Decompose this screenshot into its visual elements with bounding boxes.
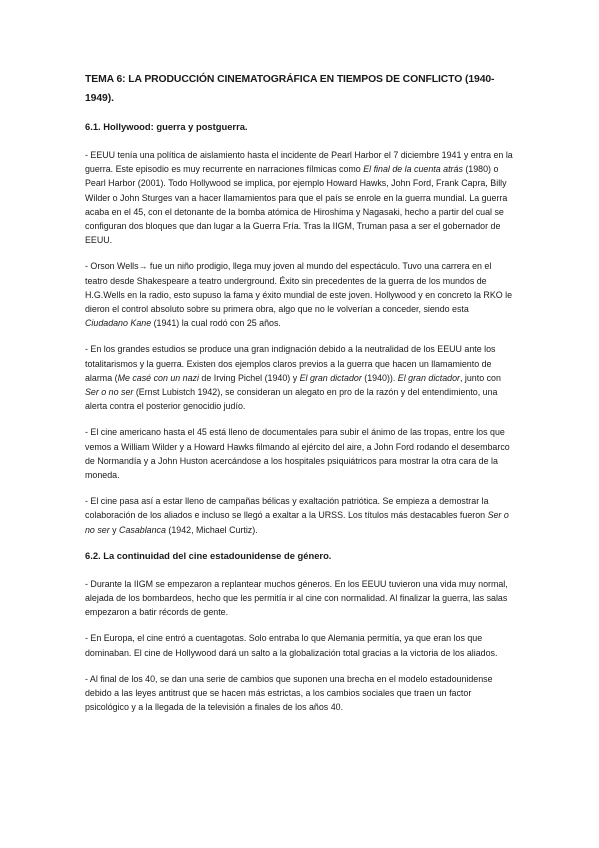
section-heading: 6.1. Hollywood: guerra y postguerra. — [85, 121, 248, 132]
body-paragraph — [85, 342, 514, 413]
body-paragraph — [85, 631, 514, 659]
text-run: - En Europa, el cine entró a cuentagotas. Solo entraba lo que Alemania permitía, ya que eran los que dominaban. El cine de Hollywood dará un salto a la globalización total gracias a la victoria de los aliados. — [85, 633, 498, 658]
body-paragraph — [85, 425, 514, 482]
text-run: - El cine americano hasta el 45 está lleno de documentales para subir el ánimo de las tropas, entre los que vemos a William Wilder y a Howard Hawks filmando al ejército del aire, a John Ford rodando el desembarco de Normandía y a John Huston acercándose a los hospitales psiquiátricos para mostrar la otra cara de la moneda. — [85, 427, 510, 481]
body-paragraph — [85, 577, 514, 620]
body-paragraph — [85, 259, 514, 330]
italic-title-run: Casablanca — [119, 524, 166, 535]
text-run: (1942, Michael Curtiz). — [165, 524, 258, 535]
text-run: - En los grandes estudios se produce una gran indignación debido a la neutralidad de los EEUU ante los totalitarismos y la guerra. Existen dos ejemplos claros previos a la guerra que hacen un llamamiento de alarma ( — [85, 344, 496, 383]
italic-title-run: El final de la cuenta atrás — [363, 164, 463, 175]
text-run: - Al final de los 40, se dan una serie de cambios que suponen una brecha en el modelo estadounidense debido a las leyes antitrust que se hacen más estrictas, a los cambios sociales que traen un factor psicológico y a la llegada de la televisión a finales de los años 40. — [85, 673, 493, 713]
section-heading: 6.2. La continuidad del cine estadounidense de género. — [85, 549, 332, 561]
italic-title-run: Ser o no ser — [85, 387, 134, 398]
text-run: - Orson Wells→ fue un niño prodigio, llega muy joven al mundo del espectáculo. Tuvo una carrera en el teatro desde Shakespeare a teatro underground. Éxito sin precedentes de la guerra de los mundos de H.G.Wells en la radio, esto supuso la fama y éxito mundial de este joven. Hollywood y en concreto la RKO le dieron el control absoluto sobre su primera obra, algo que no le volverían a conceder, siendo esta — [85, 261, 513, 315]
text-run: de Irving Pichel (1940) y — [198, 372, 300, 383]
italic-title-run: Me casé con un nazi — [117, 372, 199, 383]
body-paragraph — [85, 148, 514, 247]
text-run: , junto con — [459, 372, 501, 383]
body-paragraph — [85, 494, 514, 537]
text-run: (1940)). — [361, 372, 398, 383]
document-title: TEMA 6: LA PRODUCCIÓN CINEMATOGRÁFICA EN TIEMPOS DE CONFLICTO (1940-1949). — [85, 74, 495, 104]
text-run: - Durante la IIGM se empezaron a replantear muchos géneros. En los EEUU tuvieron una vida muy normal, alejada de los bombardeos, hecho que les permitía ir al cine con normalidad. Al finalizar la guerra, las salas empezaron a batir récords de gente. — [85, 578, 508, 618]
text-run: (1941) la cual rodó con 25 años. — [151, 318, 281, 329]
italic-title-run: El gran dictador — [299, 372, 362, 383]
text-run: y — [109, 524, 120, 535]
text-run: - EEUU tenía una política de aislamiento hasta el incidente de Pearl Harbor el 7 diciembre 1941 y entra en la guerra. Este episodio es muy recurrente en narraciones fílmicas como — [85, 150, 513, 175]
document-body — [85, 120, 514, 715]
text-run: (1980) o Pearl Harbor (2001). Todo Hollywood se implica, por ejemplo Howard Hawks, John Ford, Frank Capra, Billy Wilder o John Sturges van a hacer llamamientos para que el país se enrole en la guerra mundial. La guerra acaba en el 45, con el detonante de la bomba atómica de Hiroshima y Nagasaki, hecho a partir del cual se configuran dos bloques que dan lugar a la Guerra Fría. Tras la IIGM, Truman pasa a ser el gobernador de EEUU. — [85, 164, 508, 246]
italic-title-run: El gran dictador — [397, 372, 460, 383]
text-run: - El cine pasa así a estar lleno de campañas bélicas y exaltación patriótica. Se empieza a demostrar la colaboración de los aliados e incluso se llegó a exaltar a la URSS. Los títulos más destacables fueron — [85, 496, 489, 521]
body-paragraph — [85, 672, 514, 715]
text-run: (Ernst Lubistch 1942), se consideran un alegato en pro de la razón y del entendimiento, una alerta contra el posterior genocidio judío. — [85, 387, 498, 412]
italic-title-run: Ciudadano Kane — [85, 318, 152, 329]
italic-title-run: Ser o no ser — [85, 510, 509, 535]
